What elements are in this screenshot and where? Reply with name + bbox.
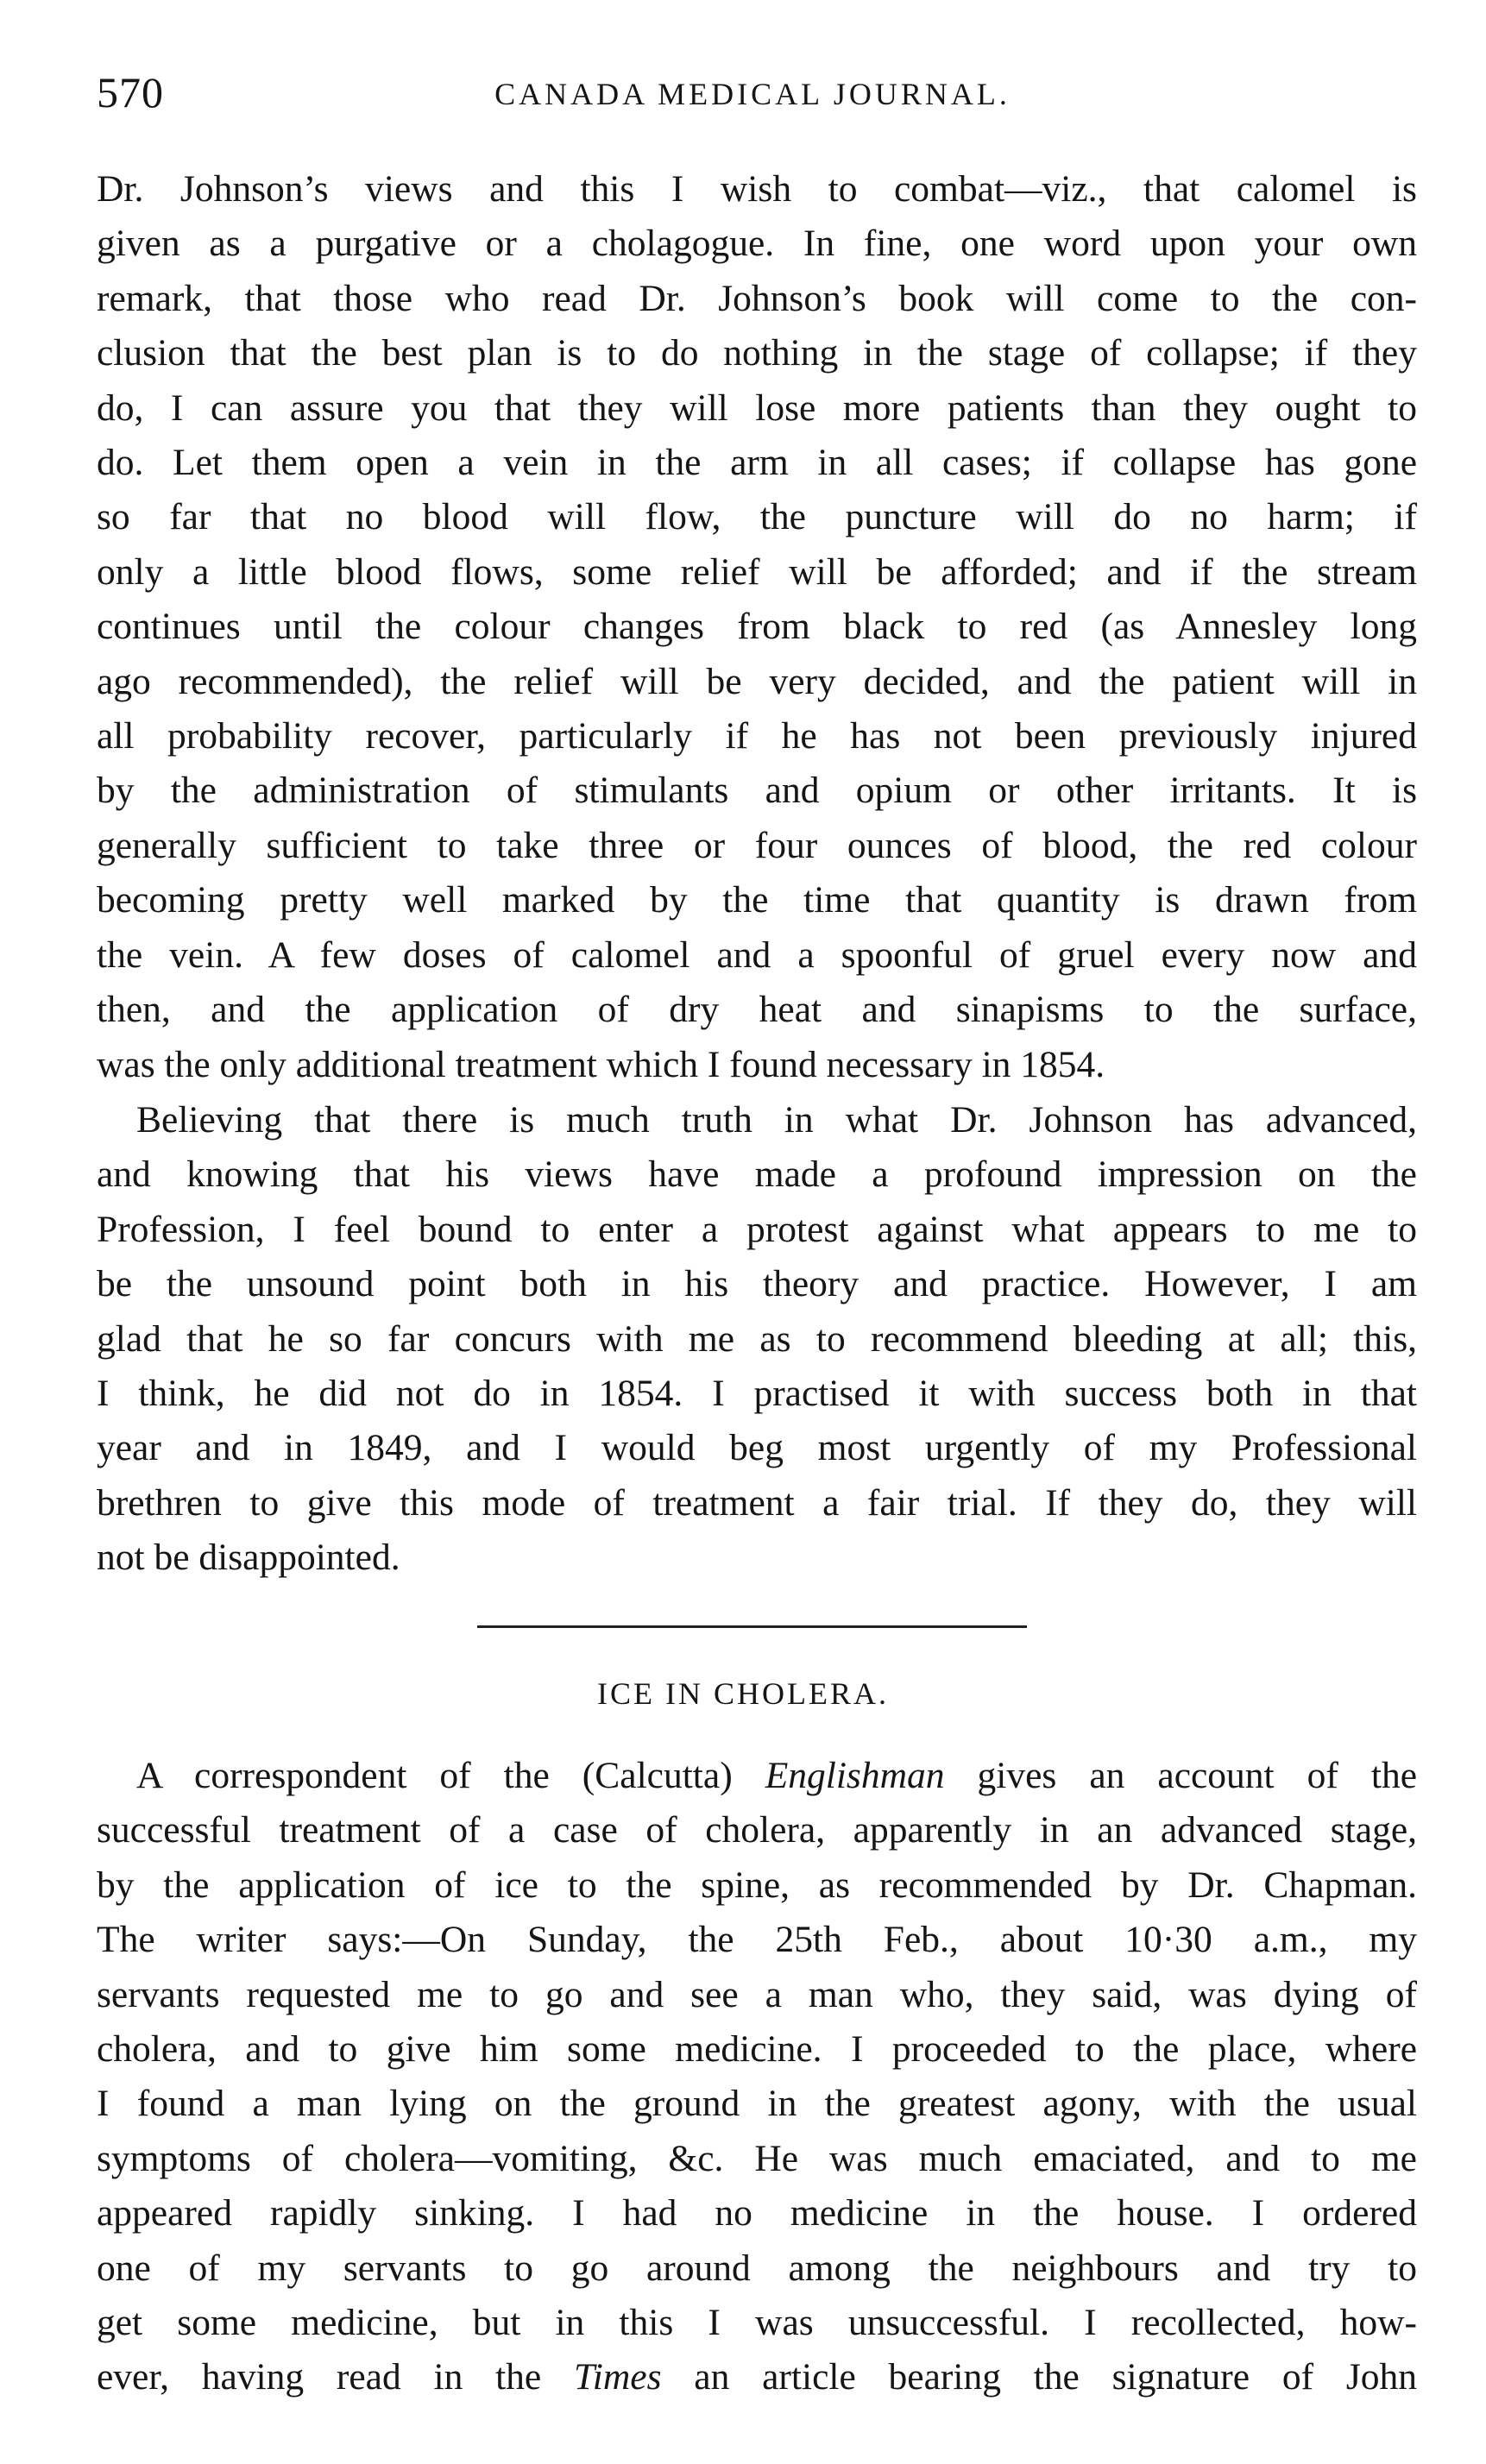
text-line: Dr. Johnson’s views and this I wish to combat—viz., that calomel is xyxy=(97,168,1417,210)
text-line: then, and the application of dry heat and sinapisms to the surface, xyxy=(97,989,1417,1031)
journal-title: CANADA MEDICAL JOURNAL. xyxy=(494,77,1011,111)
text-line: was the only additional treatment which I found necessary in 1854. xyxy=(97,1043,1105,1085)
text-line: the vein. A few doses of calomel and a spoonful of gruel every now and xyxy=(97,933,1417,976)
text-line: so far that no blood will flow, the puncture will do no harm; if xyxy=(97,496,1417,538)
section-divider xyxy=(477,1625,1027,1628)
text-line: ago recommended), the relief will be very decided, and the patient will in xyxy=(97,660,1417,702)
text-line: continues until the colour changes from black to red (as Annesley long xyxy=(97,606,1417,648)
text-line xyxy=(97,1749,1417,1803)
text-line: by the administration of stimulants and opium or other irritants. It is xyxy=(97,770,1417,812)
text-line: given as a purgative or a cholagogue. In fine, one word upon your own xyxy=(97,223,1417,265)
closing-paragraph xyxy=(97,1093,1417,1586)
article-title: ICE IN CHOLERA. xyxy=(597,1676,889,1711)
text-line: symptoms of cholera—vomiting, &c. He was much emaciated, and to me xyxy=(97,2137,1417,2179)
text-line: do. Let them open a vein in the arm in all cases; if collapse has gone xyxy=(97,442,1417,484)
text-line: year and in 1849, and I would beg most urgently of my Professional xyxy=(97,1427,1417,1469)
text-line: be the unsound point both in his theory and practice. However, I am xyxy=(97,1263,1417,1305)
text-line: brethren to give this mode of treatment a fair trial. If they do, they will xyxy=(97,1481,1417,1524)
text-line: only a little blood flows, some relief will be afforded; and if the stream xyxy=(97,550,1417,593)
text-line xyxy=(97,2350,1417,2404)
text-line: do, I can assure you that they will lose more patients than they ought to xyxy=(97,387,1417,429)
text-line: servants requested me to go and see a man who, they said, was dying of xyxy=(97,1973,1417,2015)
text-line: generally sufficient to take three or four ounces of blood, the red colour xyxy=(97,824,1417,866)
text-line: I found a man lying on the ground in the greatest agony, with the usual xyxy=(97,2083,1417,2125)
publication-name: Times xyxy=(574,2356,662,2398)
text-line: I think, he did not do in 1854. I practised it with success both in that xyxy=(97,1373,1417,1415)
text-run: an article bearing the signature of John xyxy=(661,2356,1417,2398)
text-line: get some medicine, but in this I was unsuccessful. I recollected, how- xyxy=(97,2302,1417,2344)
text-line: Profession, I feel bound to enter a protest against what appears to me to xyxy=(97,1208,1417,1250)
text-line: clusion that the best plan is to do nothing in the stage of collapse; if they xyxy=(97,332,1417,374)
text-line: and knowing that his views have made a profound impression on the xyxy=(97,1153,1417,1196)
text-line: cholera, and to give him some medicine. I proceeded to the place, where xyxy=(97,2028,1417,2071)
text-line: remark, that those who read Dr. Johnson’s book will come to the con- xyxy=(97,277,1417,319)
text-line: one of my servants to go around among the neighbours and try to xyxy=(97,2247,1417,2289)
text-run: A correspondent of the (Calcutta) xyxy=(136,1755,765,1796)
publication-name: Englishman xyxy=(765,1755,945,1796)
text-line: all probability recover, particularly if he has not been previously injured xyxy=(97,715,1417,757)
text-line: not be disappointed. xyxy=(97,1537,400,1579)
page-number: 570 xyxy=(97,68,164,116)
text-line: becoming pretty well marked by the time that quantity is drawn from xyxy=(97,879,1417,921)
running-head xyxy=(97,67,1408,136)
paragraph-article xyxy=(97,1749,1417,2405)
paragraph-protest xyxy=(97,1093,1417,1586)
text-line: glad that he so far concurs with me as to recommend bleeding at all; this, xyxy=(97,1317,1417,1360)
text-line: Believing that there is much truth in what Dr. Johnson has advanced, xyxy=(136,1099,1417,1141)
paragraph-continued xyxy=(97,162,1417,1092)
text-line: The writer says:—On Sunday, the 25th Feb., about 10·30 a.m., my xyxy=(97,1919,1417,1961)
text-line: successful treatment of a case of cholera, apparently in an advanced stage, xyxy=(97,1809,1417,1851)
text-run: gives an account of the xyxy=(944,1755,1418,1796)
ice-in-cholera-article xyxy=(97,1749,1417,2405)
continued-paragraph xyxy=(97,162,1417,1092)
text-line: by the application of ice to the spine, as recommended by Dr. Chapman. xyxy=(97,1864,1417,1906)
text-line: appeared rapidly sinking. I had no medicine in the house. I ordered xyxy=(97,2192,1417,2235)
text-run: ever, having read in the xyxy=(97,2356,574,2398)
